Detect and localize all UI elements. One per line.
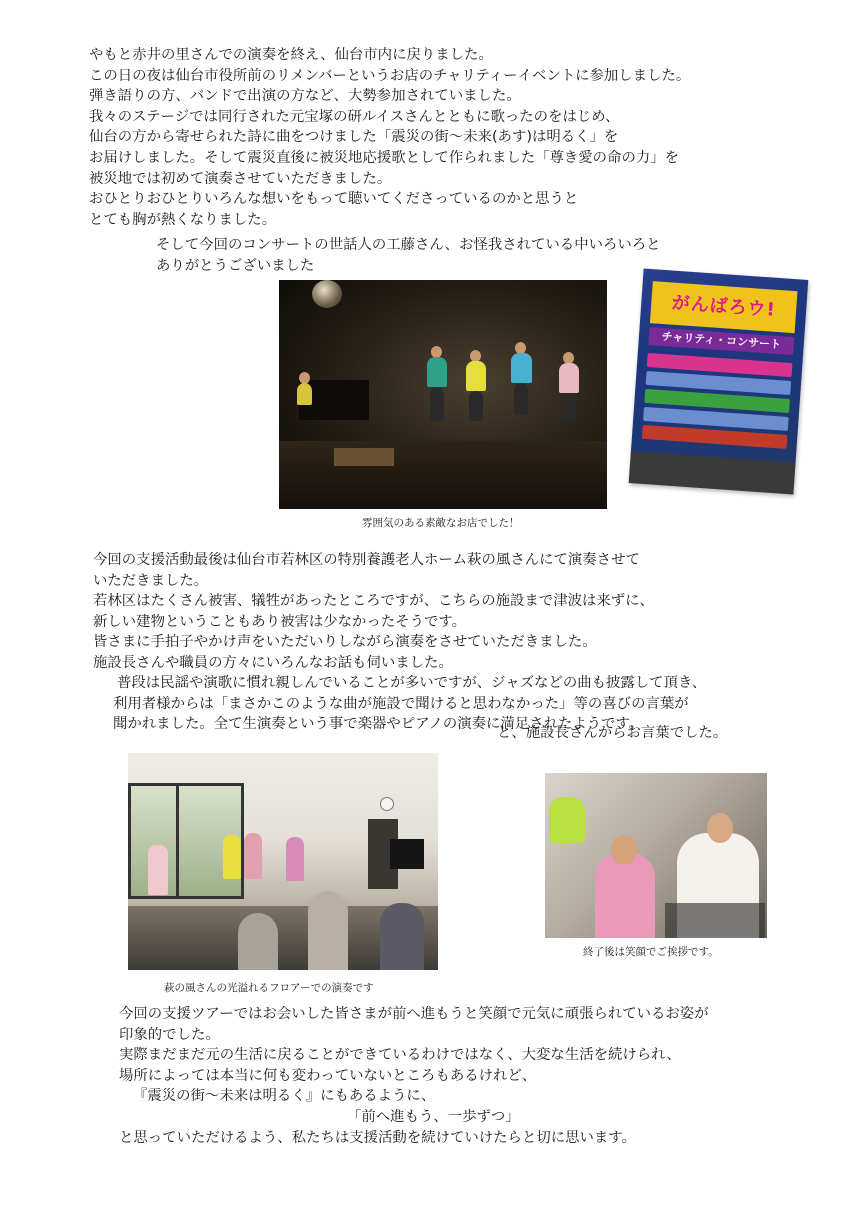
text-line: 弾き語りの方、バンドで出演の方など、大勢参加されていました。 [89, 88, 521, 105]
text-line: そして今回のコンサートの世話人の工藤さん、お怪我されている中いろいろと [156, 237, 661, 253]
text-line: 施設長さんや職員の方々にいろんなお話も伺いました。 [93, 654, 453, 671]
text-line: 今回の支援ツアーではお会いした皆さまが前へ進もうと笑顔で元気に頑張られているお姿が [119, 1006, 709, 1022]
performer [286, 837, 304, 881]
text-line: 若林区はたくさん被害、犠牲があったところですが、こちらの施設まで津波は来ずに、 [93, 593, 654, 610]
mirror-ball [312, 280, 342, 308]
text-line: 利用者様からは「まさかこのような曲が施設で聞けると思わなかった」等の喜びの言葉が [113, 695, 689, 712]
greeting-photo [545, 773, 767, 938]
text-line: 仙台の方から寄せられた詩に曲をつけました「震災の街～未来(あす)は明るく」を [89, 129, 619, 146]
photo1-caption: 雰囲気のある素敵なお店でした！ [362, 517, 520, 529]
thanks-paragraph [156, 235, 661, 276]
text-line: 皆さまに手拍子やかけ声をいただいりしながら演奏をさせていただきました。 [93, 634, 597, 651]
audience-member [308, 891, 348, 970]
hall-performance-photo [128, 753, 438, 970]
text-line: お届けしました。そして震災直後に被災地応援歌として作られました「尊き愛の命の力」を [89, 149, 680, 166]
performer [223, 835, 241, 879]
table [334, 448, 394, 466]
stage-floor [279, 441, 607, 509]
performer [244, 833, 262, 879]
text-line: 普段は民謡や演歌に慣れ親しんでいることが多いですが、ジャズなどの曲も披露して頂き、 [117, 675, 707, 691]
text-line: おひとりおひとりいろんな想いをもって聴いてくださっているのかと思うと [89, 191, 579, 208]
text-line: 印象的でした。 [119, 1026, 220, 1043]
text-line: と思っていただけるよう、私たちは支援活動を続けていけたらと切に思います。 [119, 1129, 636, 1146]
person-face [611, 835, 637, 865]
closing-paragraph [119, 1004, 709, 1148]
audience-member [380, 903, 424, 970]
text-line: いただきました。 [93, 572, 209, 589]
quote-attribution: と、施設長さんからお言葉でした。 [497, 725, 728, 741]
text-line: とても胸が熱くなりました。 [89, 211, 277, 228]
text-line: 場所によっては本当に何も変わっていないところもあるけれど、 [119, 1067, 537, 1084]
text-line: 我々のステージでは同行された元宝塚の研ルイスさんとともに歌ったのをはじめ、 [89, 108, 620, 125]
person [595, 853, 655, 938]
text-line: 今回の支援活動最後は仙台市若林区の特別養護老人ホーム萩の風さんにて演奏させて [93, 552, 640, 568]
wheelchair [665, 903, 765, 938]
flyer-footer [629, 451, 796, 494]
performer [148, 845, 168, 895]
venue-stage-photo [279, 280, 607, 509]
text-line: 被災地では初めて演奏させていただきました。 [89, 170, 392, 187]
person-face [707, 813, 733, 843]
text-line: 新しい建物ということもあり被害は少なかったそうです。 [93, 613, 467, 630]
text-line: やもと赤井の里さんでの演奏を終え、仙台市内に戻りました。 [89, 47, 493, 63]
charity-concert-flyer [629, 269, 809, 495]
person [549, 797, 585, 843]
text-line: 聞かれました。全て生演奏という事で楽器やピアノの演奏に満足されたようです。 [113, 716, 644, 733]
motto: 「前へ進もう、一歩ずつ」 [347, 1108, 520, 1125]
text-line: 実際まだまだ元の生活に戻ることができているわけではなく、大変な生活を続けられ、 [119, 1047, 681, 1064]
flyer-title: がんばろウ! [650, 281, 798, 333]
photo2-caption: 萩の風さんの光溢れるフロアーでの演奏です [164, 982, 374, 994]
wall-clock [380, 797, 394, 811]
song-reference: 『震災の街～未来は明るく』にもあるように、 [133, 1088, 436, 1105]
text-line: この日の夜は仙台市役所前のリメンバーというお店のチャリティーイベントに参加しました。 [89, 67, 691, 84]
flyer-subtitle: チャリティ・コンサート [648, 327, 794, 355]
photo3-caption: 終了後は笑顔でご挨拶です。 [583, 946, 719, 958]
intro-paragraph [89, 45, 690, 230]
audience-member [238, 913, 278, 970]
support-paragraph [93, 550, 654, 674]
text-line: ありがとうございました [156, 257, 315, 274]
piano [390, 839, 424, 869]
